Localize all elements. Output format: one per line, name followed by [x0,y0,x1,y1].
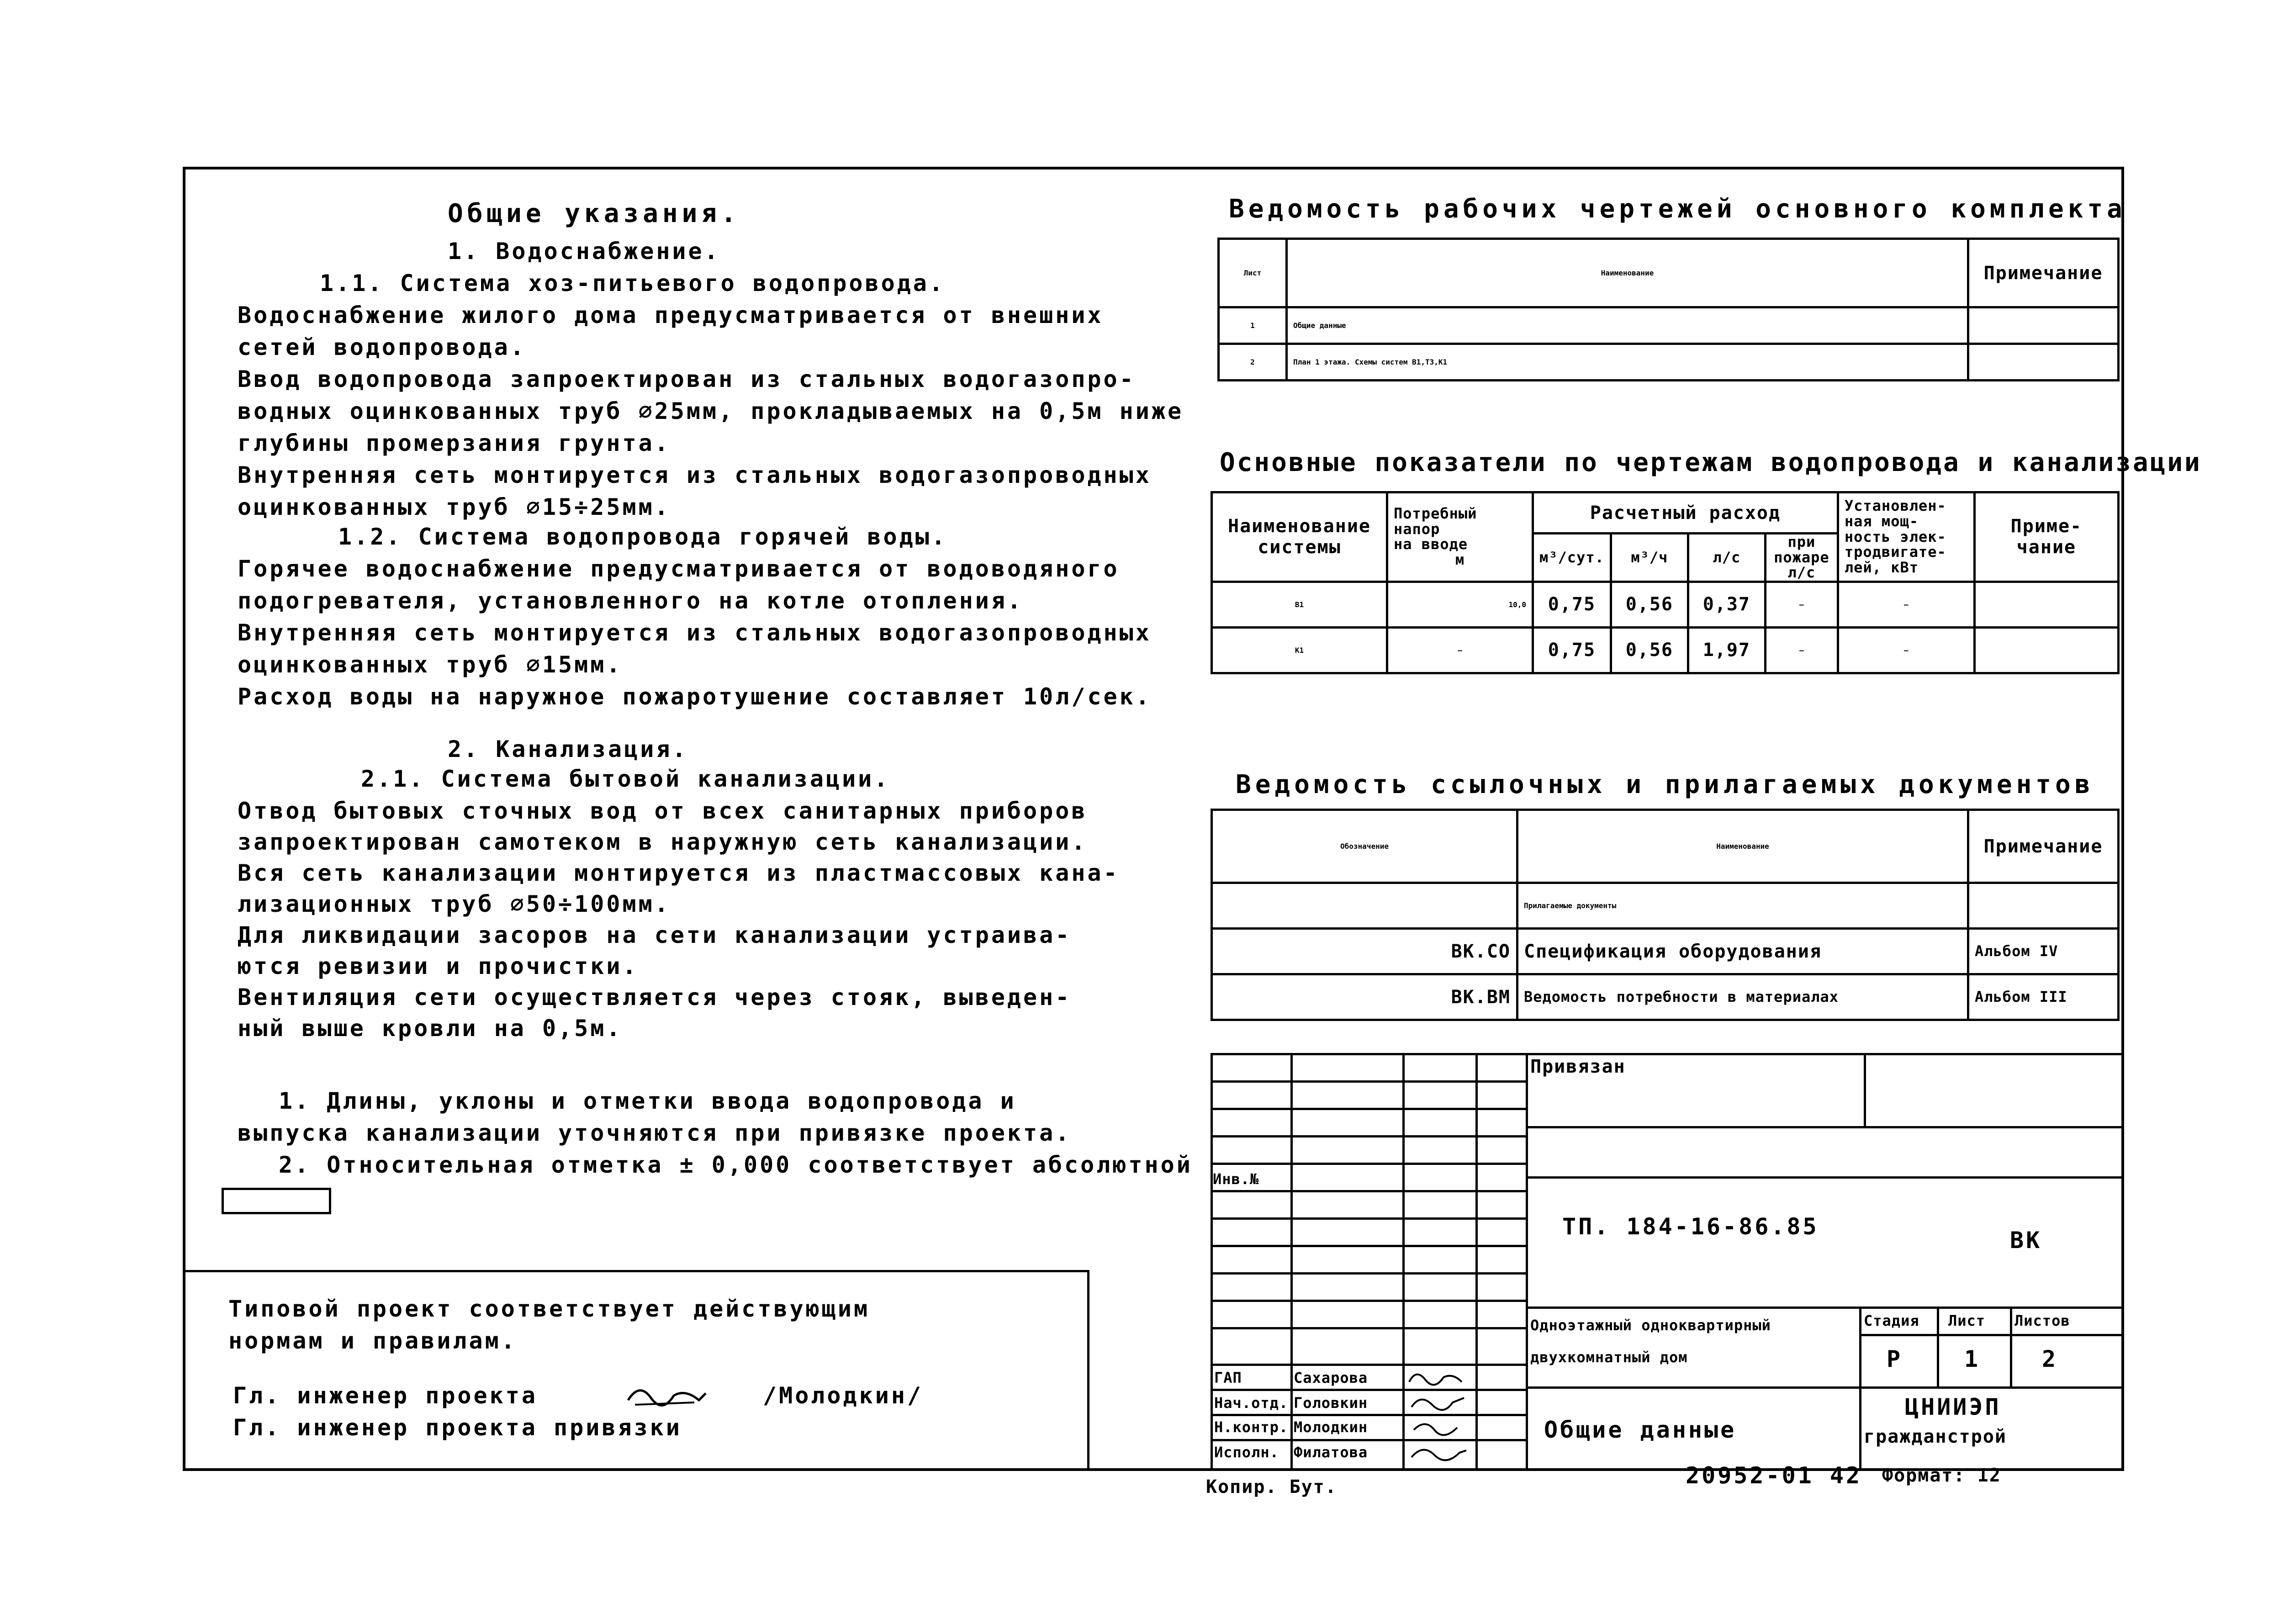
ind-header-fire [1765,534,1838,582]
stamp-sheet-label: Лист [1948,1312,1986,1329]
stamp-name: Молодкин [1294,1418,1368,1436]
drawings-note-cell [1968,307,2119,344]
text-line: Внутренняя сеть монтируется из стальных водогазопроводных [238,619,1152,646]
text-line: Внутренняя сеть монтируется из стальных водогазопроводных [238,462,1152,488]
text-line: Расход воды на наружное пожаротушение составляет 10л/сек. [238,683,1152,710]
general-title: Общие указания. [448,199,740,228]
ind-header-pressure [1387,492,1533,582]
ind-cell-pressure: 10,0 [1387,582,1533,627]
chief-engineer-binding-label: Гл. инженер проекта привязки [233,1414,682,1441]
grid-line [1211,1272,1526,1275]
chief-engineer-label: Гл. инженер проекта [233,1382,538,1409]
ind-cell-m3day: 0,75 [1533,582,1611,627]
drawings-sheet-cell: 1 [1219,307,1287,344]
ind-cell-fire: — [1765,582,1838,627]
stamp-name: Сахарова [1294,1369,1368,1386]
ind-cell-power: — [1838,627,1974,673]
refs-note-cell: Альбом IV [1968,929,2119,974]
ind-header-name-l1: Наименование [1228,516,1371,537]
table-row [1212,627,2119,673]
refs-note-cell: Альбом III [1968,974,2119,1020]
absolute-mark-blank-box [222,1188,331,1214]
ind-cell-m3h: 0,56 [1611,582,1688,627]
ind-header-flow: Расчетный расход [1533,492,1838,534]
grid-line [1211,1163,1526,1165]
drawings-name-cell: Общие данные [1287,307,1968,344]
chief-engineer-name: /Молодкин/ [763,1382,924,1409]
refs-name-cell: Спецификация оборудования [1517,929,1968,974]
stamp-role: Н.контр. [1214,1418,1289,1436]
section-1-2-title: 1.2. Система водопровода горячей воды. [338,524,947,550]
ind-header-power-l4: тродвигате- [1844,543,1946,561]
compliance-line-2: нормам и правилам. [228,1328,517,1354]
section-1-title: 1. Водоснабжение. [448,238,720,264]
indicators-title: Основные показатели по чертежам водопровода и канализации [1220,448,2202,477]
stamp-role: Нач.отд. [1214,1394,1289,1412]
grid-line [1211,1389,1526,1391]
refs-name-cell: Ведомость потребности в материалах [1517,974,1968,1020]
ind-header-name [1212,492,1387,582]
ind-cell-name: К1 [1212,627,1387,673]
text-line: оцинкованных труб ⌀15÷25мм. [238,494,671,520]
text-line: ный выше кровли на 0,5м. [238,1015,623,1042]
section-2-title: 2. Канализация. [448,736,688,762]
grid-line [1211,1414,1526,1416]
refs-code-cell [1212,883,1517,929]
ind-header-power [1838,492,1974,582]
refs-note-cell [1968,883,2119,929]
footer-format: Формат: 12 [1882,1465,2001,1486]
signature-icon [626,1380,708,1412]
text-line: Вся сеть канализации монтируется из пластмассовых кана- [238,860,1120,886]
refs-section-cell: Прилагаемые документы [1517,883,1968,929]
stamp-top-line [1211,1053,2122,1055]
grid-line [1859,1307,1861,1471]
text-line: Водоснабжение жилого дома предусматривается от внешних [238,302,1104,328]
table-row [1212,929,2119,974]
stamp-role: ГАП [1214,1369,1242,1386]
drawings-sheet-cell: 2 [1219,344,1287,381]
stamp-object-1: Одноэтажный одноквартирный [1530,1317,1771,1334]
stamp-role: Исполн. [1214,1444,1279,1461]
stamp-stage: Р [1887,1346,1903,1372]
grid-line [1864,1053,1866,1126]
ind-header-pressure-l4: м [1455,550,1465,568]
text-line: подогревателя, установленного на котле отопления. [238,587,1024,614]
ind-cell-note [1974,582,2118,627]
table-row [1219,307,2119,344]
ind-header-fire-l3: л/с [1787,564,1816,582]
ind-header-name-l2: системы [1258,537,1341,558]
text-line: Для ликвидации засоров на сети канализации устраива- [238,922,1072,948]
text-line: запроектирован самотеком в наружную сеть канализации. [238,829,1088,855]
refs-header-code: Обозначение [1212,810,1517,883]
drawings-header-sheet: Лист [1219,239,1287,307]
stamp-privyazan: Привязан [1530,1056,1626,1077]
drawings-header-note: Примечание [1968,239,2119,307]
table-row [1219,344,2119,381]
ind-cell-m3day: 0,75 [1533,627,1611,673]
drawings-name-cell: План 1 этажа. Схемы систем В1,Т3,К1 [1287,344,1968,381]
ind-header-m3day: м³/сут. [1533,534,1611,582]
grid-line [1211,1364,1526,1366]
note-line: 2. Относительная отметка ± 0,000 соответствует абсолютной [279,1152,1193,1178]
stamp-org-2: гражданстрой [1864,1426,2007,1447]
ind-header-ls: л/с [1688,534,1765,582]
ind-cell-m3h: 0,56 [1611,627,1688,673]
ind-cell-ls: 1,97 [1688,627,1765,673]
grid-line [1937,1307,1939,1386]
stamp-name: Головкин [1294,1394,1368,1412]
text-line: глубины промерзания грунта. [238,430,671,456]
signatures-icon [1407,1366,1471,1466]
grid-line [1526,1126,2122,1128]
text-line: Отвод бытовых сточных вод от всех санитарных приборов [238,798,1088,824]
note-line: 1. Длины, уклоны и отметки ввода водопровода и [279,1088,1016,1114]
stamp-sheet-title: Общие данные [1544,1417,1737,1443]
text-line: водных оцинкованных труб ⌀25мм, прокладываемых на 0,5м ниже [238,398,1184,424]
table-row [1212,974,2119,1020]
refs-table [1211,809,2120,1021]
drawings-note-cell [1968,344,2119,381]
drawings-title: Ведомость рабочих чертежей основного комплекта [1229,194,2126,224]
drawings-header-name: Наименование [1287,239,1968,307]
stamp-name: Филатова [1294,1444,1368,1461]
grid-line [2010,1307,2012,1386]
grid-line [1211,1190,1526,1192]
grid-line [1211,1439,1526,1441]
grid-line [1526,1053,1528,1471]
grid-line [1526,1307,2122,1309]
ind-header-fire-l1: при [1787,533,1816,550]
stamp-inv: Инв.№ [1213,1170,1259,1188]
grid-line [1475,1053,1478,1471]
ind-header-note-l1: Приме- [2010,516,2083,537]
text-line: ются ревизии и прочистки. [238,953,639,979]
text-line: оцинкованных труб ⌀15мм. [238,651,623,678]
table-row [1212,582,2119,627]
ind-cell-power: — [1838,582,1974,627]
grid-line [1211,1135,1526,1137]
grid-line [1211,1108,1526,1110]
grid-line [1290,1053,1293,1471]
grid-line [1211,1217,1526,1220]
ind-header-power-l2: ная мощ- [1844,513,1919,530]
grid-line [1526,1176,2122,1179]
ind-header-fire-l2: пожаре [1774,548,1829,566]
drawings-table [1217,238,2120,381]
stamp-sheets-label: Листов [2014,1312,2070,1329]
table-row [1212,883,2119,929]
stamp-object-2: двухкомнатный дом [1530,1349,1688,1366]
refs-code-cell: ВК.СО [1212,929,1517,974]
ind-header-note-l2: чание [2016,537,2077,558]
ind-header-pressure-l3: на вводе [1394,535,1468,553]
text-line: Вентиляция сети осуществляется через стояк, выведен- [238,984,1072,1010]
grid-line [1211,1245,1526,1247]
note-line: выпуска канализации уточняются при привязке проекта. [238,1120,1072,1146]
text-line: Горячее водоснабжение предусматривается от водоводяного [238,555,1120,582]
ind-cell-note [1974,627,2118,673]
ind-header-power-l1: Установлен- [1844,497,1946,515]
refs-title: Ведомость ссылочных и прилагаемых документов [1236,770,2094,799]
refs-code-cell: ВК.ВМ [1212,974,1517,1020]
compliance-line-1: Типовой проект соответствует действующим [228,1296,870,1322]
grid-line [1211,1080,1526,1083]
ind-header-power-l5: лей, кВт [1844,558,1919,576]
footer-copy: Копир. Бут. [1206,1476,1337,1497]
ind-header-power-l3: ность элек- [1844,528,1946,545]
stamp-sheet: 1 [1964,1346,1981,1372]
stamp-sheets: 2 [2042,1346,2058,1372]
grid-line [1211,1300,1526,1302]
section-1-1-title: 1.1. Система хоз-питьевого водопровода. [320,270,945,296]
ind-header-pressure-l1: Потребный [1394,505,1477,523]
ind-cell-fire: — [1765,627,1838,673]
ind-cell-pressure: — [1387,627,1533,673]
grid-line [1859,1334,2122,1336]
indicators-table [1211,491,2120,674]
ind-header-m3h: м³/ч [1611,534,1688,582]
section-2-1-title: 2.1. Система бытовой канализации. [361,766,890,792]
grid-line [1402,1053,1405,1471]
refs-header-note: Примечание [1968,810,2119,883]
ind-header-note [1974,492,2118,582]
footer-number: 20952-01 42 [1686,1462,1862,1489]
grid-line [1211,1327,1526,1329]
refs-header-name: Наименование [1517,810,1968,883]
stamp-code: ТП. 184-16-86.85 [1562,1213,1819,1240]
stamp-left-line [1211,1053,1213,1471]
text-line: сетей водопровода. [238,334,526,360]
stamp-mark: ВК [2010,1227,2042,1254]
ind-cell-ls: 0,37 [1688,582,1765,627]
grid-line [1526,1386,2122,1389]
ind-header-pressure-l2: напор [1394,520,1440,538]
stamp-org-1: ЦНИИЭП [1905,1394,2001,1420]
text-line: Ввод водопровода запроектирован из стальных водогазопро- [238,366,1136,392]
ind-cell-name: В1 [1212,582,1387,627]
text-line: лизационных труб ⌀50÷100мм. [238,891,671,917]
stamp-stage-label: Стадия [1864,1312,1919,1329]
